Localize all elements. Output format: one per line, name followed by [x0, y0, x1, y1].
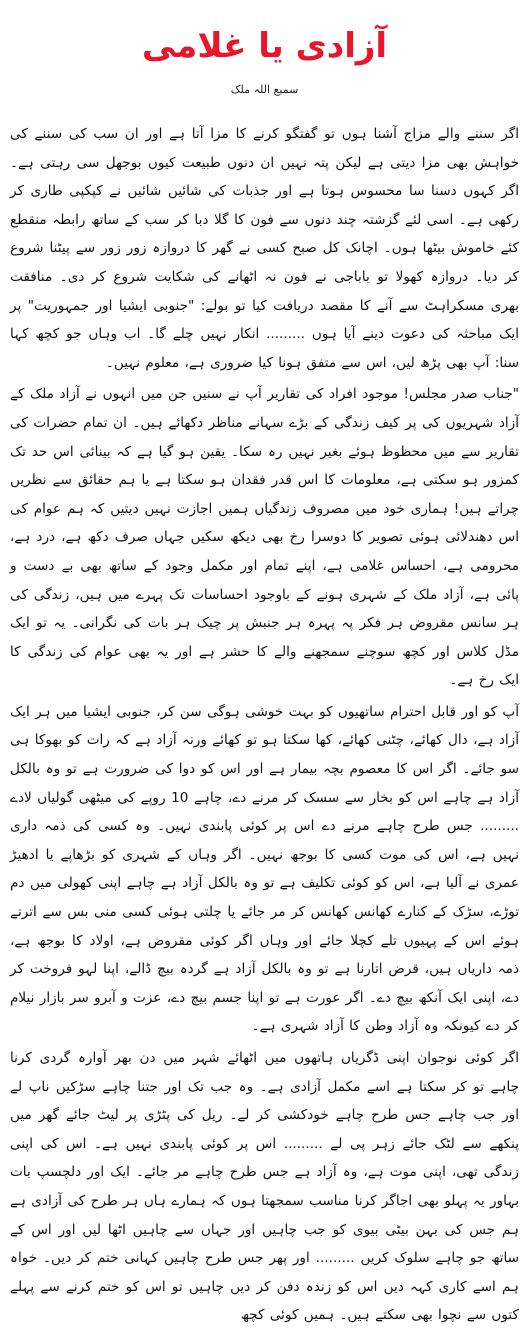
paragraph-2: "جناب صدر مجلس! موجود افراد کی تقاریر آپ نے سنیں جن میں انہوں نے آزاد ملک کے آزاد شہریوں کی پر کیف زندگی کے بڑے سہانے مناظر دکھائے ہیں۔ ان تمام حضرات کی تقاریر سے میں محظوظ ہوئے بغیر نہیں رہ سکا۔ یقین ہو گیا ہے کہ بینائی اس حد تک کمزور ہو سکتی ہے، معلومات کا اس قدر فقدان ہو سکتا ہے یا ہم حقائق سے نظریں چراتے ہیں! ہماری خود میں مصروف زندگیاں ہمیں اجازت نہیں دیتیں کہ ہم عوام کی اس دھندلائی ہوئی تصویر کا دوسرا رخ بھی دیکھ سکیں جہاں صرف دکھ ہے، درد ہے، محرومی ہے، احساس غلامی ہے، اپنے تمام اور مکمل وجود کے ساتھ بھی بے دست و پائی ہے، آزاد ملک کے شہری ہونے کے باوجود احساسات تک پہرے میں ہیں، زندگی کی ہر سانس مقروض ہر فکر پہ پہرہ ہر جنبش پر چیک ہر بات کی نگرانی۔ یہ تو ایک مڈل کلاس اور کچھ سوچنے سمجھنے والے کا حشر ہے اور یہ بھی عوام کی زندگی کا ایک رخ ہے۔ — [10, 386, 519, 689]
paragraph-1: اگر سننے والے مزاج آشنا ہوں تو گفتگو کرنے کا مزا آتا ہے اور ان سب کی سننے کی خواہش بھی مزا دیتی ہے لیکن پتہ نہیں ان دنوں طبیعت کیوں بوجھل سی رہتی ہے۔ اگر کہوں دسنا سا محسوس ہوتا ہے اور جذبات کی شائیں شائیں نے کپکپی طاری کر رکھی ہے۔ اسی لئے گزشتہ چند دنوں سے فون کا گلا دبا کر سب کے ساتھ رابطہ منقطع کئے خاموش بیٹھا ہوں۔ اچانک کل صبح کسی نے گھر کا دروازہ زور زور سے پیٹنا شروع کر دیا۔ دروازہ کھولا تو باباجی نے فون نہ اٹھانے کی شکایت شروع کر دی۔ منافقت بھری مسکراہٹ سے آنے کا مقصد دریافت کیا تو بولے: "جنوبی ایشیا اور جمہوریت" پر ایک مباحثہ کی دعوت دینے آیا ہوں ......... انکار نہیں چلے گا۔ اب وہاں جو کچھ کہا سنا: آپ بھی پڑھ لیں، اس سے متفق ہونا کیا ضروری ہے، معلوم نہیں۔ — [10, 126, 519, 371]
article-body — [10, 120, 519, 1330]
paragraph-3: آپ کو اور قابل احترام ساتھیوں کو بہت خوشی ہوگی سن کر، جنوبی ایشیا میں ہر ایک آزاد ہے، دال کھائے، چٹنی کھائے، کھا سکتا ہو تو کھائے ورنہ آزاد ہے کہ رات کو بھوکا ہی سو جائے۔ اگر اس کا معصوم بچہ بیمار ہے اور اس کو دوا کی ضرورت ہے تو وہ بالکل آزاد ہے چاہے اس کو بخار سے سسک کر مرنے دے، چاہے 10 روپے کی میٹھی گولیاں لادے ......... جس طرح چاہے مرنے دے اس پر کوئی پابندی نہیں۔ وہ کسی کی ذمہ داری نہیں ہے، اس کی موت کسی کا بوجھ نہیں۔ اگر وہاں کے شہری کو بڑھاپے یا ادھیڑ عمری نے آلیا ہے، اس کو کوئی تکلیف ہے تو وہ بالکل آزاد ہے چاہے اپنی کھولی میں دم توڑے، سڑک کے کنارے کھانس کھانس کر مر جائے یا چلتی ہوئی کسی منی بس سے اترتے ہوئے اس کے پہیوں تلے کچلا جائے اور وہاں اگر کوئی مقروض ہے، اولاد کا بوجھ ہے، ذمہ داریاں ہیں، قرض اتارنا ہے تو وہ بالکل آزاد ہے گردہ بیچ ڈالے، اپنا لہو فروخت کر دے، اپنی ایک آنکھ بیچ دے۔ اگر عورت ہے تو اپنا جسم بیچ دے، عزت و آبرو سر بازار نیلام کر دے کیونکہ وہ آزاد وطن کا آزاد شہری ہے۔ — [10, 703, 519, 1035]
article-title: آزادی یا غلامی — [141, 26, 388, 66]
author-name: سمیع اللہ ملک — [230, 83, 299, 96]
paragraph-4: اگر کوئی نوجوان اپنی ڈگریاں ہاتھوں میں اٹھائے شہر میں دن بھر آوارہ گردی کرنا چاہے تو کر سکتا ہے اسے مکمل آزادی ہے۔ وہ جب تک اور جتنا چاہے سڑکیں ناپ لے اور جب چاہے جس طرح چاہے خودکشی کر لے۔ ریل کی پٹڑی پر لیٹ جائے گھر میں پنکھے سے لٹک جائے زہر پی لے ......... اس پر کوئی پابندی نہیں ہے۔ اس کی اپنی زندگی تھی، اپنی موت ہے، وہ آزاد ہے جس طرح چاہے مر جائے۔ ایک اور دلچسپ بات بہاور یہ پہلو بھی اجاگر کرنا مناسب سمجھتا ہوں کہ ہمارے ہاں ہر طرح کی آزادی ہے ہم جس کی بہن بیٹی بیوی کو جب چاہیں اور جہاں سے چاہیں اٹھا لیں اور اس کے ساتھ جو چاہے سلوک کریں ......... اور پھر جس طرح چاہیں کہانی ختم کر دیں۔ خواہ ہم اسے کاری کہہ دیں اس کو زندہ دفن کر دیں چاہیں تو اس کو ختم کرنے سے پہلے کتوں سے نچوا بھی سکتے ہیں۔ ہمیں کوئی کچھ — [10, 1050, 519, 1324]
